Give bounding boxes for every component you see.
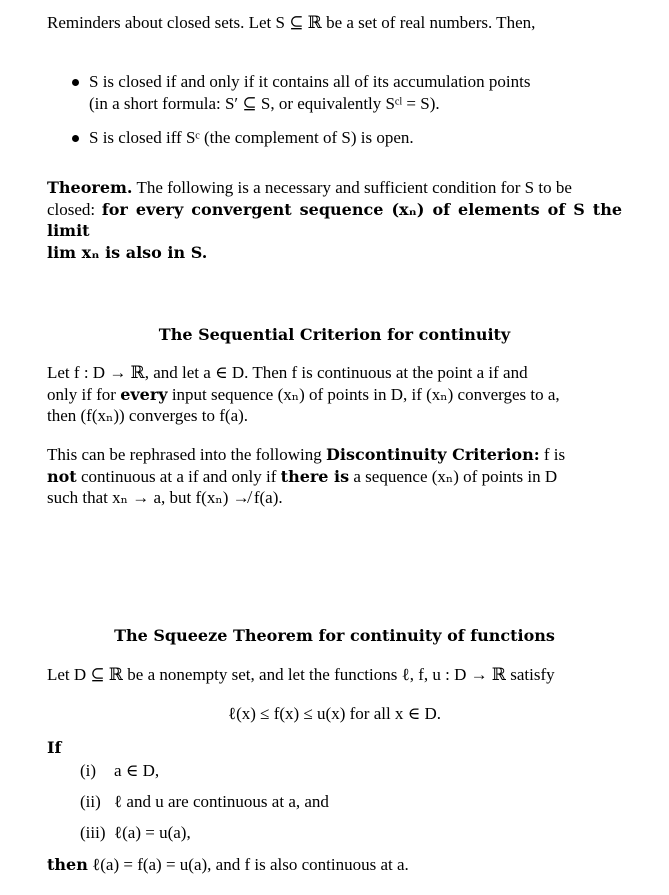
para-line: not continuous at a if and only if there is a sequence (xₙ) of points in D xyxy=(47,466,558,486)
bullet-item-complement-open xyxy=(69,127,629,149)
bullet-dot-icon xyxy=(72,135,79,142)
squeeze-intro: Let D ⊆ ℝ be a nonempty set, and let the functions ℓ, f, u : D → ℝ satisfy xyxy=(47,665,555,684)
condition-item-i xyxy=(80,760,620,782)
theorem-line: Theorem. The following is a necessary and sufficient condition for S to be xyxy=(47,178,572,197)
theorem-line: closed: for every convergent sequence (xₙ) of elements of S the limit xyxy=(47,199,623,240)
para-line: only if for every input sequence (xₙ) of points in D, if (xₙ) converges to a, xyxy=(47,384,560,404)
if-label: If xyxy=(47,738,62,757)
squeeze-display-inequality: ℓ(x) ≤ f(x) ≤ u(x) for all x ∈ D. xyxy=(227,704,442,723)
bullet-dot-icon xyxy=(72,79,79,86)
theorem-label: Theorem. xyxy=(47,178,133,197)
condition-label: (i) xyxy=(80,761,97,780)
bullet-item-closed-accumulation xyxy=(69,71,629,114)
sequential-criterion-heading: The Sequential Criterion for continuity xyxy=(158,325,511,344)
para-line: Let f : D → ℝ, and let a ∈ D. Then f is continuous at the point a if and xyxy=(47,363,528,382)
para-line: then (f(xₙ)) converges to f(a). xyxy=(47,406,249,425)
condition-text: a ∈ D, xyxy=(114,761,160,780)
para-line: such that xₙ → a, but f(xₙ) ↛ f(a). xyxy=(47,488,283,507)
condition-text: ℓ and u are continuous at a, and xyxy=(114,792,329,811)
bullet-line: S is closed iff Sᶜ (the complement of S) is open. xyxy=(89,128,414,147)
theorem-line: lim xₙ is also in S. xyxy=(47,242,208,262)
bullet-line: S is closed if and only if it contains all of its accumulation points xyxy=(89,72,531,91)
bullet-line: (in a short formula: S′ ⊆ S, or equivalently Sᶜˡ = S). xyxy=(89,93,440,113)
squeeze-theorem-heading: The Squeeze Theorem for continuity of functions xyxy=(114,626,555,645)
condition-item-ii xyxy=(80,791,620,813)
condition-label: (iii) xyxy=(80,823,106,842)
condition-item-iii xyxy=(80,822,620,844)
sequential-paragraph-1 xyxy=(47,362,622,427)
reminder-intro: Reminders about closed sets. Let S ⊆ ℝ be a set of real numbers. Then, xyxy=(47,13,536,32)
condition-text: ℓ(a) = u(a), xyxy=(114,823,191,842)
sequential-paragraph-2 xyxy=(47,444,622,509)
para-line: This can be rephrased into the following Discontinuity Criterion: f is xyxy=(47,445,566,464)
squeeze-conclusion: then ℓ(a) = f(a) = u(a), and f is also continuous at a. xyxy=(47,855,409,874)
theorem-paragraph xyxy=(47,177,622,263)
condition-label: (ii) xyxy=(80,792,101,811)
